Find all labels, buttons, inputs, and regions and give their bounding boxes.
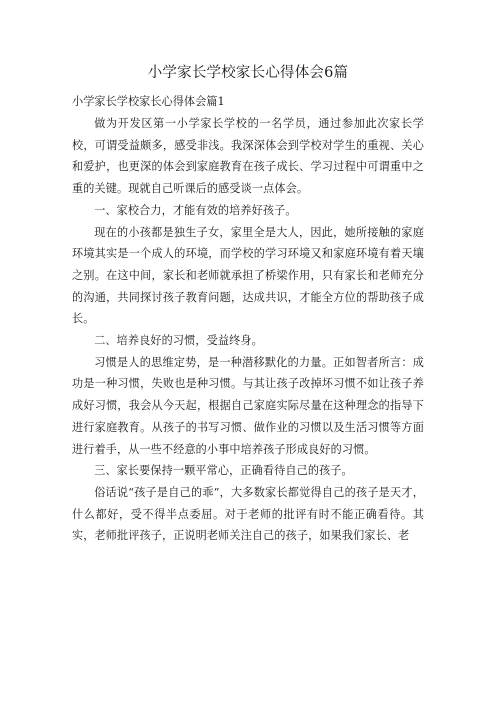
document-title: 小学家长学校家长心得体会6篇 (147, 65, 349, 81)
paragraph-point-3-body: 俗话说“孩子是自己的乖”，大多数家长都觉得自己的孩子是天才，什么都好，受不得半点委屈。对于老师的批评有时不能正确看待。其实，老师批评孩子，正说明老师关注自己的孩子，如果我们家长、老 (72, 485, 424, 543)
document-body (72, 113, 424, 547)
paragraph-intro: 做为开发区第一小学家长学校的一名学员，通过参加此次家长学校，可谓受益颇多，感受非浅。我深深体会到学校对学生的重视、关心和爱护，也更深的体会到家庭教育在孩子成长、学习过程中可谓重中之重的关键。现就自己听课后的感受谈一点体会。 (72, 117, 424, 196)
paragraph-point-3-heading: 三、家长要保持一颗平常心，正确看待自己的孩子。 (94, 464, 353, 478)
paragraph-point-2-body: 习惯是人的思维定势，是一种潜移默化的力量。正如智者所言：成功是一种习惯，失败也是种习惯。与其让孩子改掉坏习惯不如让孩子养成好习惯，我会从今天起，根据自己家庭实际尽量在这种理念的指导下进行家庭教育。从孩子的书写习惯、做作业的习惯以及生活习惯等方面进行着手，从一些不经意的小事中培养孩子形成良好的习惯。 (72, 355, 424, 456)
section-heading: 小学家长学校家长心得体会篇1 (72, 95, 225, 108)
paragraph-point-1-body: 现在的小孩都是独生子女，家里全是大人，因此，她所接触的家庭环境其实是一个成人的环境，而学校的学习环境又和家庭环境有着天壤之别。在这中间，家长和老师就承担了桥梁作用，只有家长和老师充分的沟通，共同探讨孩子教育问题，达成共识，才能全方位的帮助孩子成长。 (72, 225, 424, 326)
paragraph-point-2-heading: 二、培养良好的习惯，受益终身。 (94, 334, 263, 348)
paragraph-point-1-heading: 一、家校合力，才能有效的培养好孩子。 (94, 203, 297, 217)
